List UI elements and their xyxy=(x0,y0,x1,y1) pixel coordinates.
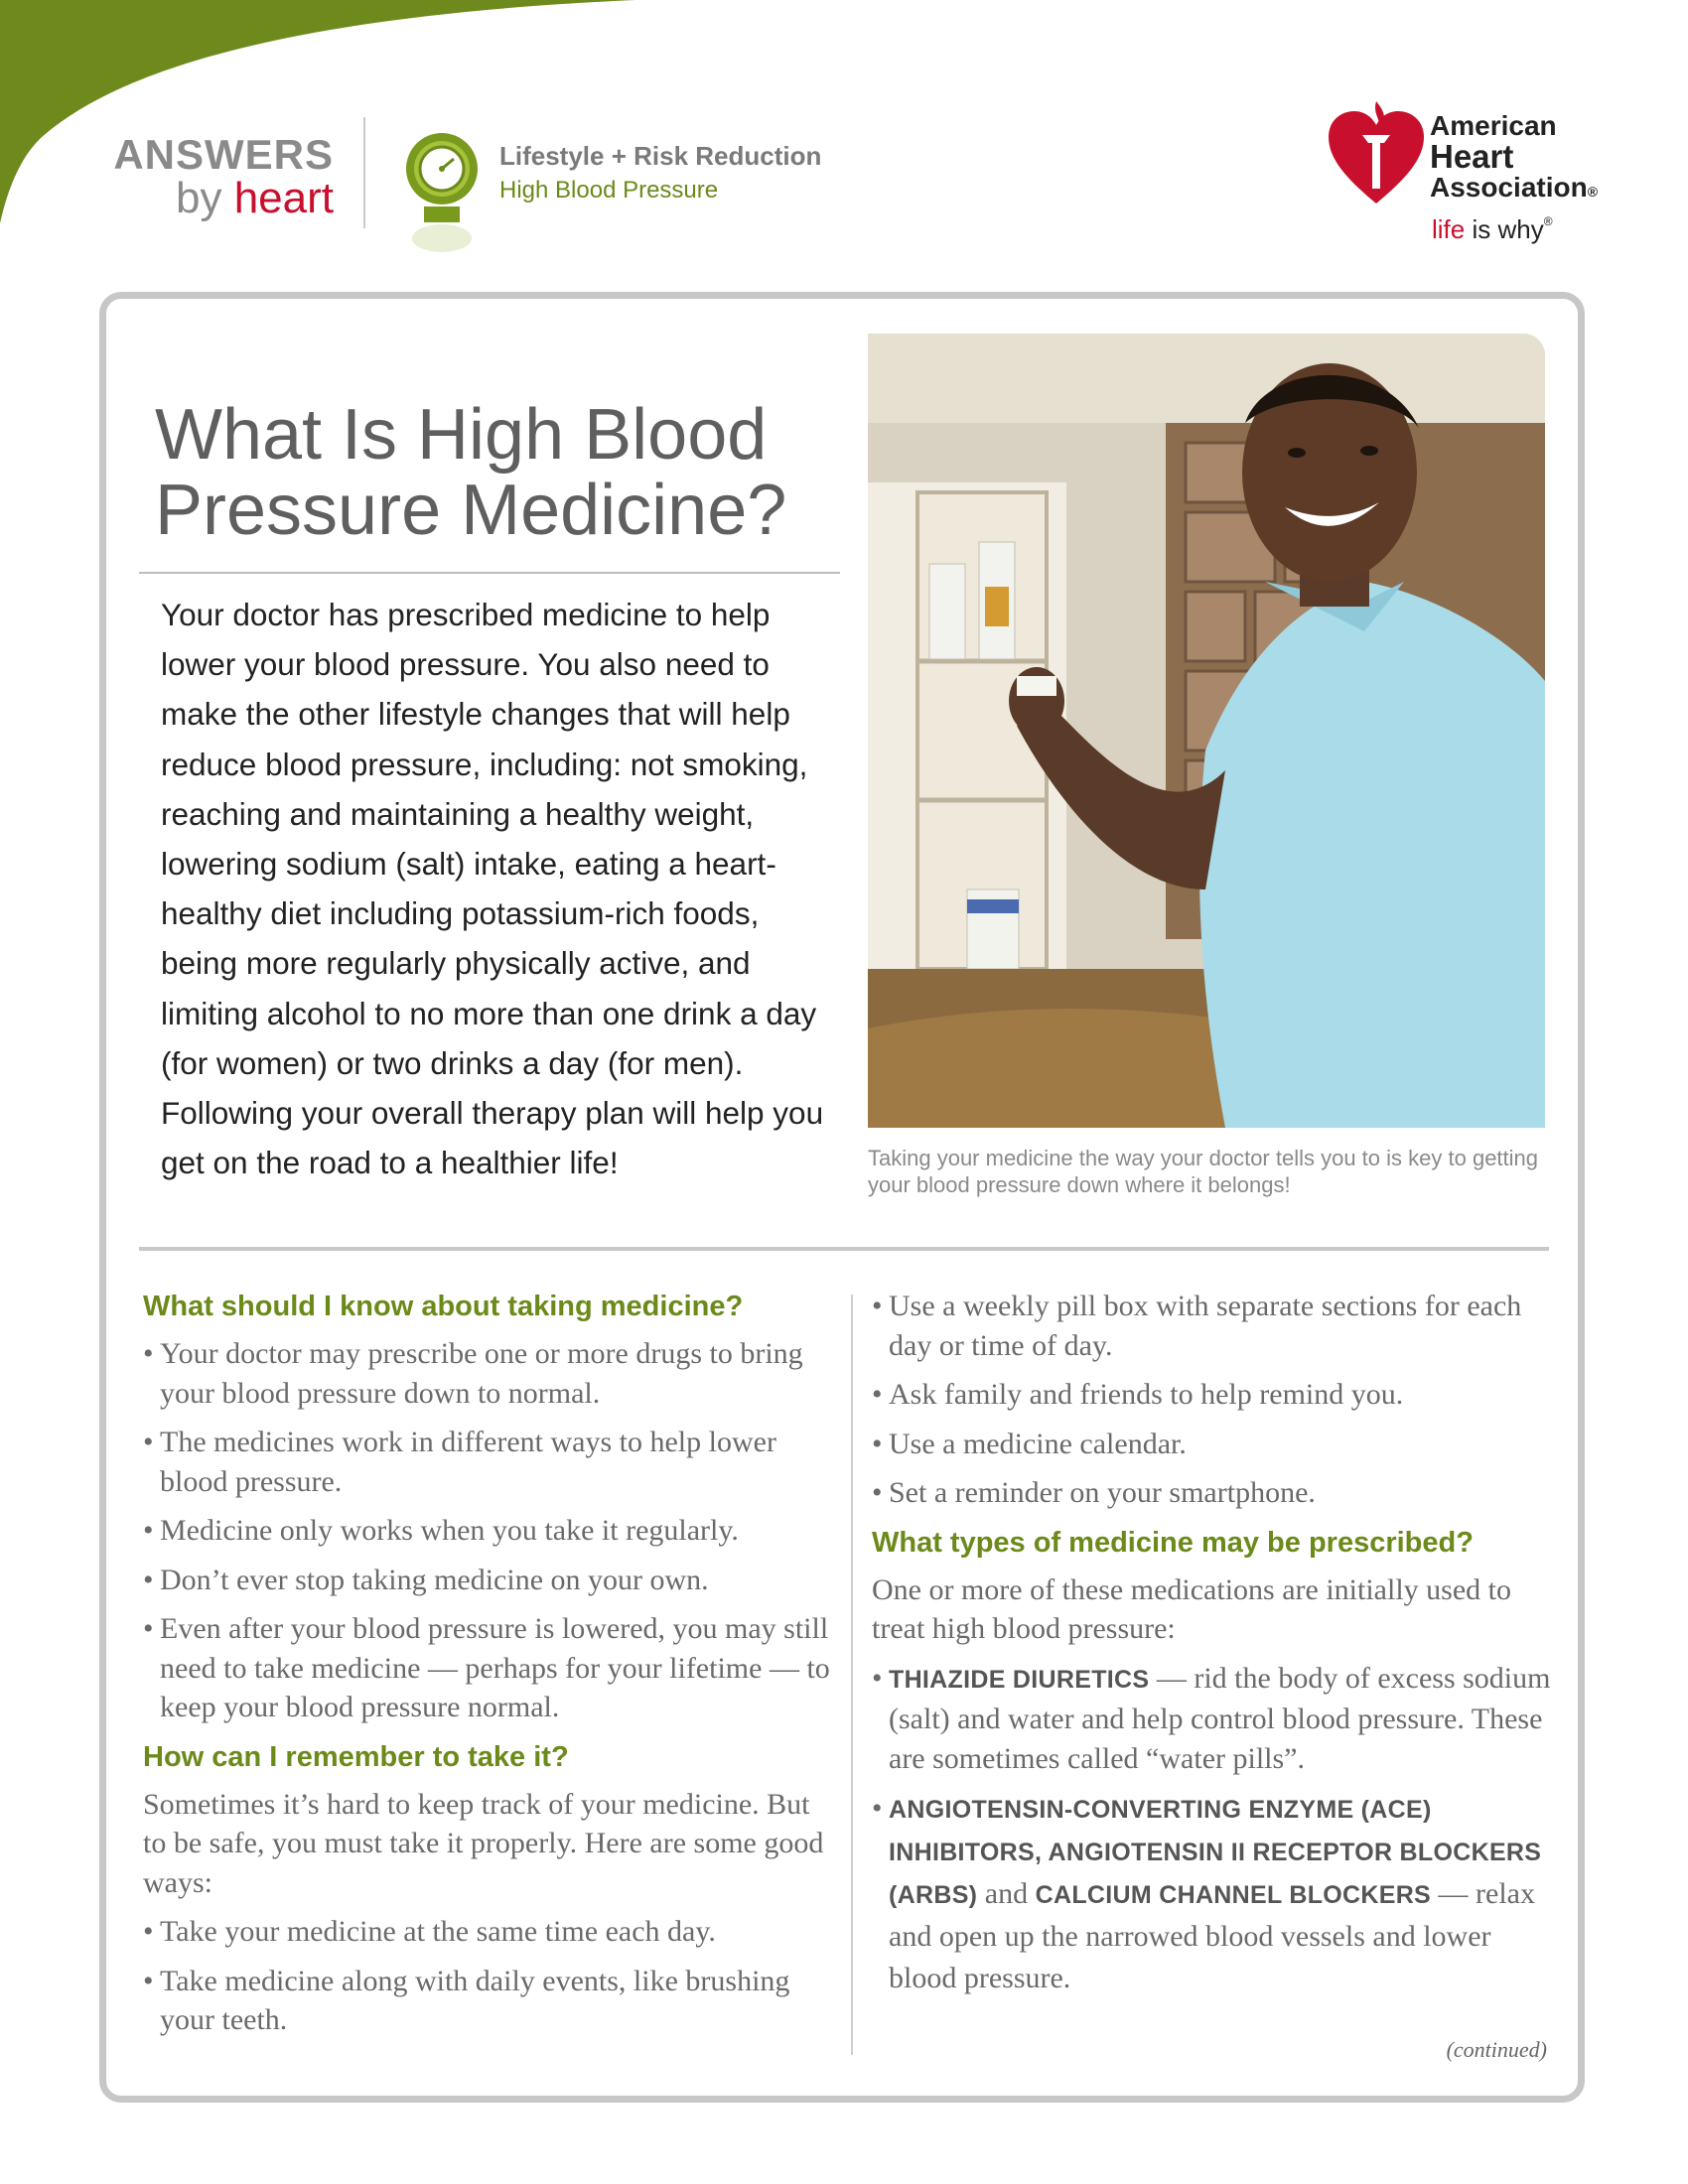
section-divider xyxy=(139,1247,1549,1251)
tagline-mark: ® xyxy=(1543,214,1553,228)
drug-name: ANGIOTENSIN-CONVERTING ENZYME (ACE) INHIBITORS, ANGIOTENSIN II RECEPTOR BLOCKERS (ARBS) xyxy=(889,1796,1542,1909)
remember-tips-list-continued xyxy=(872,1287,1557,1513)
logo-by: by xyxy=(175,174,222,222)
aha-registered-mark: ® xyxy=(1587,184,1599,200)
list-item: • Use a medicine calendar. xyxy=(872,1425,1557,1464)
drug-name: THIAZIDE DIURETICS xyxy=(889,1665,1150,1694)
aha-tagline xyxy=(1432,214,1553,245)
heading-medicine-types: What types of medicine may be prescribed? xyxy=(872,1526,1474,1559)
drug-description: — relax and open up the narrowed blood vessels and lower blood pressure. xyxy=(889,1877,1535,1994)
list-item-thiazide xyxy=(872,1659,1557,1779)
aha-name-american: American xyxy=(1430,110,1557,141)
tagline-rest: is why xyxy=(1472,214,1544,244)
aha-wordmark xyxy=(1430,111,1598,206)
aha-name-heart: Heart xyxy=(1430,138,1514,175)
intro-paragraph: Your doctor has prescribed medicine to help lower your blood pressure. You also need to make the other lifestyle changes that will help reduce blood pressure, including: not smoking, reaching and maintaining a healthy weight, lowering sodium (salt) intake, eating a heart-healthy diet including potassium-rich foods, being more regularly physically active, and limiting alcohol to no more than one drink a day (for women) or two drinks a day (for men). Following your overall therapy plan will help you get on the road to a healthier life! xyxy=(161,597,824,1181)
list-item: • Your doctor may prescribe one or more drugs to bring your blood pressure down to normal. xyxy=(143,1334,838,1413)
title-divider xyxy=(139,572,840,574)
logo-by-heart-text xyxy=(176,174,334,223)
list-item: • Take medicine along with daily events, like brushing your teeth. xyxy=(143,1962,838,2040)
logo-heart: heart xyxy=(233,174,334,222)
remember-intro: Sometimes it’s hard to keep track of your medicine. But to be safe, you must take it properly. Here are some good ways: xyxy=(143,1787,824,1899)
remember-tips-list xyxy=(143,1912,838,2040)
list-item: • Set a reminder on your smartphone. xyxy=(872,1473,1557,1513)
medicine-types-intro: One or more of these medications are initially used to treat high blood pressure: xyxy=(872,1572,1511,1645)
medicine-types-list xyxy=(872,1659,1557,2000)
photo-caption: Taking your medicine the way your doctor tells you to is key to getting your blood pressure down where it belongs! xyxy=(868,1146,1539,1197)
heading-remember-to-take: How can I remember to take it? xyxy=(143,1740,569,1773)
list-item: • Use a weekly pill box with separate sections for each day or time of day. xyxy=(872,1287,1557,1365)
logo-divider xyxy=(363,117,365,228)
list-item: • The medicines work in different ways to help lower blood pressure. xyxy=(143,1423,838,1501)
topic-subject: High Blood Pressure xyxy=(499,177,719,204)
drug-name: CALCIUM CHANNEL BLOCKERS xyxy=(1035,1881,1432,1909)
man-at-medicine-cabinet-photo xyxy=(868,334,1545,1128)
aha-name-association xyxy=(1430,173,1598,206)
topic-category: Lifestyle + Risk Reduction xyxy=(499,141,822,171)
heart-torch-icon xyxy=(1327,99,1426,208)
heading-know-about-medicine: What should I know about taking medicine? xyxy=(143,1291,744,1322)
left-column xyxy=(143,1287,838,2050)
tagline-life: life xyxy=(1432,214,1466,244)
column-divider xyxy=(851,1295,853,2055)
continued-note: (continued) xyxy=(1446,2037,1547,2062)
drug-description: — rid the body of excess sodium (salt) and water and help control blood pressure. These are sometimes called “water pills”. xyxy=(889,1661,1551,1775)
drug-and: and xyxy=(977,1877,1036,1910)
right-column xyxy=(872,1287,1557,2009)
logo-answers-text: ANSWERS xyxy=(113,131,334,178)
blood-pressure-gauge-icon xyxy=(402,129,482,268)
list-item-ace-arb-ccb xyxy=(872,1788,1557,1999)
list-item: • Don’t ever stop taking medicine on your own. xyxy=(143,1561,838,1600)
medicine-facts-list xyxy=(143,1334,838,1727)
page-title: What Is High Blood Pressure Medicine? xyxy=(155,395,787,550)
list-item: • Even after your blood pressure is lowered, you may still need to take medicine — perhaps for your lifetime — to keep your blood pressure normal. xyxy=(143,1609,838,1727)
list-item: • Ask family and friends to help remind you. xyxy=(872,1375,1557,1415)
list-item: • Take your medicine at the same time each day. xyxy=(143,1912,838,1952)
aha-name-association-text: Association xyxy=(1430,172,1588,203)
list-item: • Medicine only works when you take it regularly. xyxy=(143,1511,838,1551)
answers-by-heart-logo xyxy=(95,131,334,223)
